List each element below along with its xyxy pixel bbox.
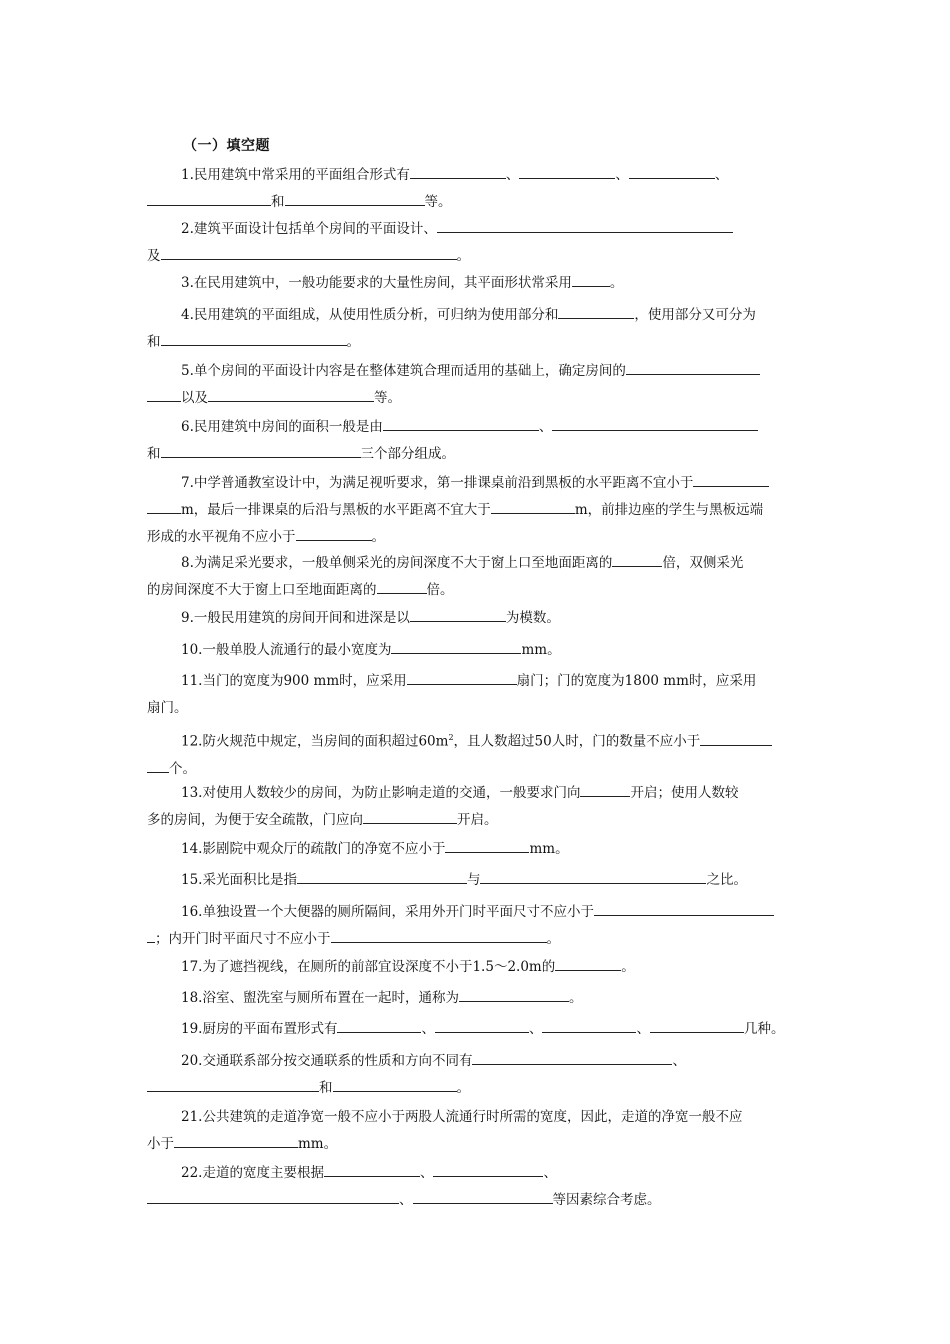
answer-blank[interactable] bbox=[626, 360, 760, 375]
answer-blank[interactable] bbox=[208, 387, 374, 402]
question-12: 12.防火规范中规定，当房间的面积超过$60m^2$，且人数超过50人时，门的数量不应小于 个。 bbox=[147, 724, 812, 783]
answer-blank[interactable] bbox=[433, 1162, 543, 1177]
section-title: （一）填空题 bbox=[183, 138, 270, 154]
question-21: 21.公共建筑的走道净宽一般不应小于两股人流通行时所需的宽度，因此，走道的净宽一般不应 小于 mm。 bbox=[147, 1109, 743, 1152]
answer-blank[interactable] bbox=[410, 607, 506, 622]
answer-blank[interactable] bbox=[297, 869, 467, 884]
answer-blank[interactable] bbox=[324, 1162, 420, 1177]
answer-blank[interactable] bbox=[580, 782, 630, 797]
answer-blank[interactable] bbox=[413, 1189, 553, 1204]
answer-blank[interactable] bbox=[650, 1018, 744, 1033]
answer-blank[interactable] bbox=[594, 901, 774, 916]
answer-blank[interactable] bbox=[435, 1018, 529, 1033]
answer-blank[interactable] bbox=[174, 1133, 298, 1148]
question-14: 14.影剧院中观众厅的疏散门的净宽不应小于 mm。 bbox=[147, 836, 812, 863]
question-10: 10.一般单股人流通行的最小宽度为 mm。 bbox=[147, 637, 812, 664]
question-5: 5.单个房间的平面设计内容是在整体建筑合理而适用的基础上，确定房间的 以及 等。 bbox=[147, 358, 812, 412]
answer-blank[interactable] bbox=[480, 869, 706, 884]
question-8: 8.为满足采光要求，一般单侧采光的房间深度不大于窗上口至地面距离的 倍，双侧采光 的房间深度不大于窗上口至地面距离的 倍。 bbox=[147, 550, 812, 604]
answer-blank[interactable] bbox=[437, 218, 733, 233]
question-13: 13.对使用人数较少的房间，为防止影响走道的交通，一般要求门向 开启；使用人数较 多的房间，为便于安全疏散，门应向 开启。 bbox=[147, 780, 812, 834]
answer-blank[interactable] bbox=[147, 499, 181, 514]
answer-blank[interactable] bbox=[331, 928, 547, 943]
answer-blank[interactable] bbox=[147, 191, 271, 206]
answer-blank[interactable] bbox=[572, 272, 610, 287]
answer-blank[interactable] bbox=[147, 387, 181, 402]
answer-blank[interactable] bbox=[542, 1018, 636, 1033]
answer-blank[interactable] bbox=[552, 416, 758, 431]
answer-blank[interactable] bbox=[147, 1189, 399, 1204]
answer-blank[interactable] bbox=[377, 579, 427, 594]
answer-blank[interactable] bbox=[285, 191, 425, 206]
answer-blank[interactable] bbox=[407, 670, 517, 685]
answer-blank[interactable] bbox=[383, 416, 539, 431]
question-6: 6.民用建筑中房间的面积一般是由 、 和 三个部分组成。 bbox=[147, 414, 812, 468]
question-22: 22.走道的宽度主要根据 、 、 、 等因素综合考虑。 bbox=[147, 1160, 812, 1214]
question-9: 9.一般民用建筑的房间开间和进深是以 为模数。 bbox=[147, 605, 812, 632]
answer-blank[interactable] bbox=[147, 928, 155, 943]
answer-blank[interactable] bbox=[693, 472, 769, 487]
answer-blank[interactable] bbox=[147, 758, 169, 773]
answer-blank[interactable] bbox=[491, 499, 575, 514]
answer-blank[interactable] bbox=[410, 164, 506, 179]
answer-blank[interactable] bbox=[700, 731, 772, 746]
question-1: 1.民用建筑中常采用的平面组合形式有 、 、 、 和 等。 bbox=[147, 162, 812, 216]
question-17: 17.为了遮挡视线，在厕所的前部宜设深度不小于1.5～2.0m的 。 bbox=[147, 954, 812, 981]
question-4: 4.民用建筑的平面组成，从使用性质分析，可归纳为使用部分和 ，使用部分又可分为 和 。 bbox=[147, 302, 812, 356]
question-7: 7.中学普通教室设计中，为满足视听要求，第一排课桌前沿到黑板的水平距离不宜小于 m，最后一排课桌的后沿与黑板的水平距离不宜大于 m，前排边座的学生与黑板远端 形成的水平视角不应小于 。 bbox=[147, 470, 812, 551]
question-3: 3.在民用建筑中，一般功能要求的大量性房间，其平面形状常采用 。 bbox=[147, 270, 812, 297]
answer-blank[interactable] bbox=[445, 838, 529, 853]
answer-blank[interactable] bbox=[555, 956, 621, 971]
answer-blank[interactable] bbox=[161, 331, 347, 346]
answer-blank[interactable] bbox=[472, 1050, 672, 1065]
answer-blank[interactable] bbox=[337, 1018, 421, 1033]
answer-blank[interactable] bbox=[296, 526, 372, 541]
answer-blank[interactable] bbox=[558, 304, 634, 319]
question-20: 20.交通联系部分按交通联系的性质和方向不同有 、 和 。 bbox=[147, 1048, 812, 1102]
question-11: 11.当门的宽度为900 mm时，应采用 扇门；门的宽度为1800 mm时，应采用 扇门。 bbox=[147, 668, 812, 722]
answer-blank[interactable] bbox=[391, 639, 521, 654]
question-15: 15.采光面积比是指 与 之比。 bbox=[147, 867, 812, 894]
answer-blank[interactable] bbox=[459, 987, 569, 1002]
answer-blank[interactable] bbox=[161, 443, 361, 458]
question-2: 2.建筑平面设计包括单个房间的平面设计、 及 。 bbox=[147, 216, 812, 270]
question-16: 16.单独设置一个大便器的厕所隔间，采用外开门时平面尺寸不应小于 ；内开门时平面尺寸不应小于 。 bbox=[147, 899, 812, 953]
answer-blank[interactable] bbox=[147, 1077, 319, 1092]
question-19: 19.厨房的平面布置形式有 、 、 、 几种。 bbox=[147, 1016, 812, 1043]
answer-blank[interactable] bbox=[363, 809, 457, 824]
answer-blank[interactable] bbox=[629, 164, 715, 179]
answer-blank[interactable] bbox=[161, 245, 457, 260]
question-18: 18.浴室、盥洗室与厕所布置在一起时，通称为 。 bbox=[147, 985, 812, 1012]
answer-blank[interactable] bbox=[612, 552, 662, 567]
answer-blank[interactable] bbox=[333, 1077, 457, 1092]
answer-blank[interactable] bbox=[519, 164, 615, 179]
